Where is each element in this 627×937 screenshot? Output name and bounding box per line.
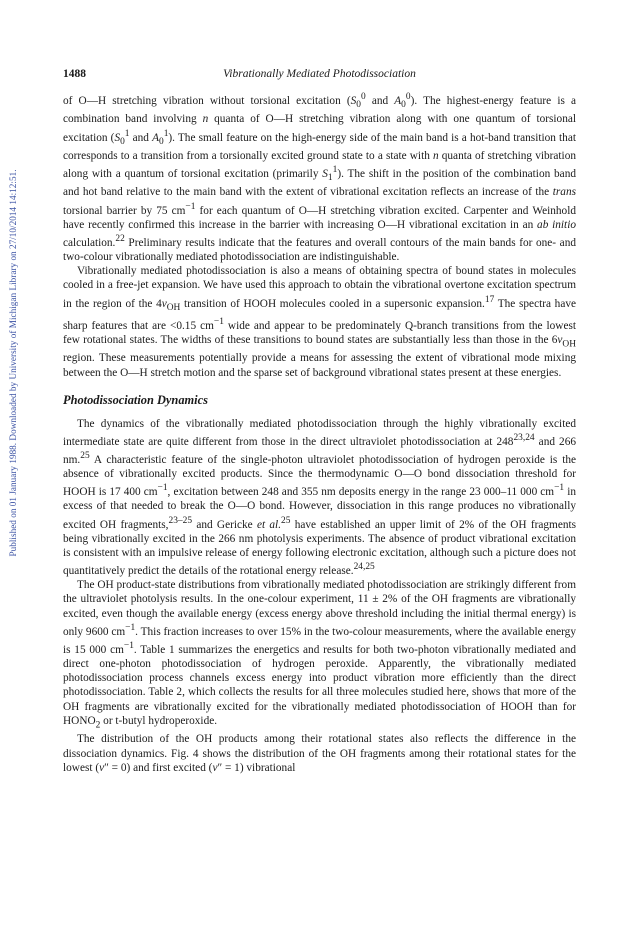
paragraph: The OH product-state distributions from vibrationally mediated photodissociation are strikingly different from the ultraviolet photolysis results. In the one-colour experiment, 11 ± 2% of the OH fragments are vibrationally excited, even though the available energy (excess energy above threshold including the initial thermal energy) is only 9600 $cm^{-1}$. This fraction increases to over 15% in the two-colour measurements, where the available energy is 15 000 $cm^{-1}$. Table 1 summarizes the energetics and results for both two-photon vibrationally mediated and direct one-photon photodissociation of hydrogen peroxide. Apparently, the vibrationally mediated photodissociation process channels excess energy into product vibration more efficiently than the direct photodissociation. Table 2, which collects the results for all three molecules studied here, shows that more of the OH fragments are vibrationally excited for the vibrationally mediated photodissociation of HOOH than for $HONO_2$ or t-butyl hydroperoxide. — [63, 579, 576, 731]
page-header — [63, 68, 576, 84]
page-number: 1488 — [63, 68, 86, 80]
download-notice-sidebar — [6, 130, 20, 595]
paragraph: The dynamics of the vibrationally mediated photodissociation through the highly vibrationally excited intermediate state are quite different from those in the direct ultraviolet photodissociation at 248$^{23,24}$ and 266 nm.$^{25}$ A characteristic feature of the single-photon ultraviolet photodissociation of hydrogen peroxide is the absence of vibrationally excited products. Since the thermodynamic O—O bond dissociation threshold for HOOH is 17 400 $cm^{-1}$, excitation between 248 and 355 nm deposits energy in the range 23 000–11 000 $cm^{-1}$ in excess of that needed to break the O—O bond. However, dissociation in this range produces no vibrationally excited OH fragments,$^{23-25}$ and Gericke et al.$^{25}$ have established an upper limit of 2% of the OH fragments being vibrationally excited in the 266 nm photolysis experiments. The absence of product vibrational excitation is consistent with an impulsive release of energy following electronic excitation, although such a picture does not quantitatively predict the details of the rotational energy release.$^{24,25}$ — [63, 417, 577, 577]
article-body — [63, 90, 576, 775]
download-notice-text: Published on 01 January 1988. Downloaded by University of Michigan Library on 27/10/2014 14:12:51. — [8, 168, 18, 557]
paragraph: The distribution of the OH products among their rotational states also reflects the difference in the dissociation dynamics. Fig. 4 shows the distribution of the OH fragments among their rotational states for the lowest (v″ = 0) and first excited (v″ = 1) vibrational — [63, 733, 576, 774]
paragraph: Vibrationally mediated photodissociation is also a means of obtaining spectra of bound states in molecules cooled in a free-jet expansion. We have used this approach to obtain the vibrational overtone excitation spectrum in the region of the $4\nu_{OH}$ transition of HOOH molecules cooled in a supersonic expansion.$^{17}$ The spectra have sharp features that are <0.15 $cm^{-1}$ wide and appear to be predominately Q-branch transitions from the lowest few rotational states. The widths of these transitions to bound states are substantially less than those in the $6\nu_{OH}$ region. These measurements potentially provide a means for assessing the extent of vibrational mode mixing between the O—H stretch motion and the sparse set of background vibrational states present at these energies. — [63, 265, 577, 379]
paragraph: of O—H stretching vibration without torsional excitation ($S_0^0$ and $A_0^0$). The highest-energy feature is a combination band involving n quanta of O—H stretching vibration along with one quantum of torsional excitation ($S_0^1$ and $A_0^1$). The small feature on the high-energy side of the main band is a hot-band transition that corresponds to a transition from a torsionally excited ground state to a state with n quanta of stretching vibration along with a quantum of torsional excitation (primarily $S_1^1$). The shift in the position of the combination band and hot band relative to the main band with the extent of vibrational excitation reflects an increase of the trans torsional barrier by 75 $cm^{-1}$ for each quantum of O—H stretching vibration excited. Carpenter and Weinhold have recently confirmed this increase in the barrier with increasing O—H vibrational excitation in an ab initio calculation.$^{22}$ Preliminary results indicate that the features and overall contours of the main bands for one- and two-colour vibrationally mediated photodissociation are indistinguishable. — [63, 92, 576, 263]
section-heading: Photodissociation Dynamics — [63, 392, 208, 407]
running-title: Vibrationally Mediated Photodissociation — [223, 68, 416, 80]
